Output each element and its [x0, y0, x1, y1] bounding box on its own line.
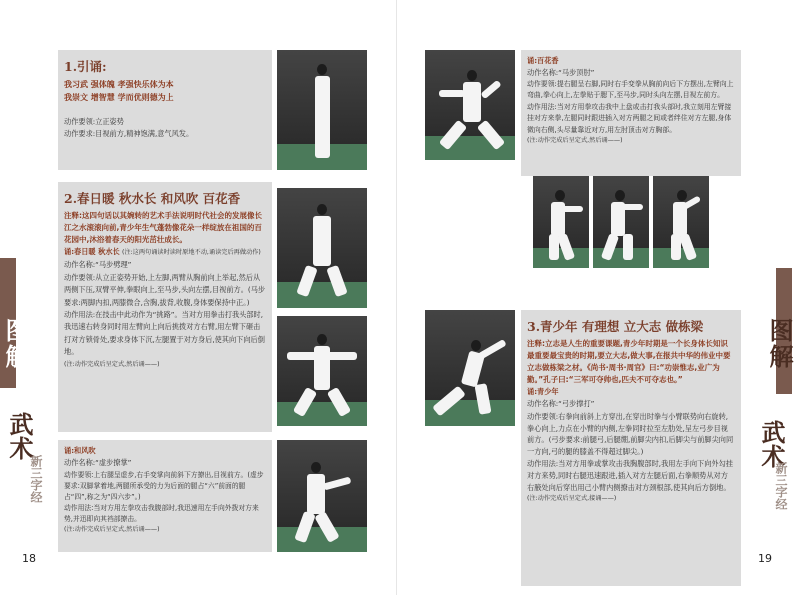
left-calligraphy-sub: 新三字经	[29, 455, 43, 503]
left-side-tab-label: 图解	[1, 318, 30, 370]
photo-horse-stance-elbow	[425, 50, 515, 160]
right-page	[397, 0, 794, 595]
right-calligraphy: 武术	[757, 420, 786, 468]
section-1-requirement: 动作要求:目视前方,精神饱满,意气风发。	[64, 129, 194, 139]
section-5-end-note: (注:动作完成后呈定式,接诵——)	[527, 495, 617, 503]
photo-sequence-1	[533, 176, 589, 268]
photo-ready-stance	[277, 50, 367, 170]
photo-sequence-3	[653, 176, 709, 268]
section-5-move-name: 动作名称:“弓步撑打”	[527, 399, 595, 409]
section-3-end-note: (注:动作完成后呈定式,然后诵——)	[64, 525, 160, 533]
section-1-ready: 动作要领:立正姿势	[64, 117, 124, 126]
page-number-left: 18	[22, 552, 36, 565]
section-4-end-note: (注:动作完成后呈定式,然后诵——)	[527, 137, 623, 145]
section-3-move-key: 动作要领:上右腿呈虚步,右手变掌向前斜下方撩出,目视前方。(虚步要求:双脚掌着地,两腿所承受的力为后面的腿占“六”前面的腿占“四”,称之为“四六步”。)	[64, 470, 264, 501]
section-5-sub-heading: 诵:青少年	[527, 387, 559, 396]
section-4-move-name: 动作名称:“马步顶肘”	[527, 68, 595, 78]
section-5-box	[521, 310, 741, 586]
section-2-sub-heading: 诵:春日暖 秋水长	[64, 247, 120, 256]
photo-empty-stance-palm	[277, 440, 367, 552]
right-calligraphy-sub: 新三字经	[774, 462, 788, 510]
section-1-title: 1.引诵:	[64, 59, 107, 74]
section-2-move-key: 动作要领:从立正姿势开始,上左脚,两臂从胸前向上举起,然后从两侧下压,双臂平伸,拳眼向上,至马步,头向左摆,目视前方。(马步要求:两脚内扣,两膝微合,含胸,拔背,收腹,身体要保持中正。)	[64, 272, 266, 307]
section-2-note: 注释:这四句话以其婉转的艺术手法说明时代社会的发展像长江之水滚滚向前,青少年生气蓬勃像花朵一样绽放在祖国的百花园中,沐浴着春天的阳光茁壮成长。	[64, 211, 262, 244]
photo-horse-stance-arms	[277, 316, 367, 426]
section-3-move-use: 动作用法:当对方用左拳攻击我腹部时,我迅速用左手向外拨对方来势,并迅即向其裆部撩击。	[64, 503, 259, 523]
section-1-box	[58, 50, 272, 170]
section-2-move-use: 动作用法:在技击中此动作为“挑路”。当对方用拳击打我头部时,我迅速右转身同时用左臂向上向后挑拨对方右臂,用左臂下砸击打对方锁骨处,要求身体下沉,左腿置于对方身后,使其向下向后倒地。	[64, 310, 265, 357]
section-5-note: 注释:立志是人生的重要课题,青少年时期是一个长身体长知识最重要最宝贵的时期,要立大志,做大事,在报共中华的伟业中要立志做栋梁之材。《尚书·周书·周官》曰:“功崇惟志,业广为勤。”孔子曰:“三军可夺帅也,匹夫不可夺志也。”	[527, 339, 731, 384]
photo-sequence-2	[593, 176, 649, 268]
section-3-box	[58, 440, 272, 552]
section-4-box	[521, 50, 741, 176]
photo-horse-stance-front	[277, 188, 367, 308]
section-2-move-name: 动作名称:“马步劈理”	[64, 260, 132, 270]
section-1-line-2: 我崇文 增智慧 学而优则德为上	[64, 93, 174, 102]
section-4-sub-heading: 诵:百花香	[527, 56, 559, 65]
right-side-tab-label: 图解	[765, 318, 794, 370]
left-calligraphy: 武术	[5, 412, 34, 460]
section-1-line-1: 我习武 强体魄 孝强快乐体为本	[64, 80, 174, 89]
section-3-move-name: 动作名称:“虚步撩掌”	[64, 458, 132, 468]
section-2-sub-note: (注:这两句诵读时读时原地不动,诵读完后再做动作)	[122, 249, 261, 256]
section-4-move-use: 动作用法:当对方用拳攻击我中上盘或击打我头部时,我立刻用左臂接挂对方来拳,左腿同时跟进插入对方两腿之间或者绊住对方左腿,身体微向右侧,头尽量靠近对方,用左肘顶击对方胸部。	[527, 102, 732, 134]
section-3-sub-heading: 诵:和风吹	[64, 446, 96, 455]
section-2-title: 2.春日暖 秋水长 和风吹 百花香	[64, 191, 241, 206]
section-5-move-key: 动作要领:右拳向前斜上方穿出,在穿出时拳与小臂联势向右旋转,拳心向上,力点在小臂的内侧,左拳同时拉至左肋处,呈左弓步目视前方。(弓步要求:前腿弓,后腿绷,前脚尖内扣,后脚尖与前脚尖向同一方向,弓的腿的膝盖不得超过脚尖。)	[527, 411, 734, 457]
section-2-box	[58, 182, 272, 432]
section-2-end-note: (注:动作完成后呈定式,然后诵——)	[64, 360, 160, 368]
section-5-title: 3.青少年 有理想 立大志 做栋梁	[527, 319, 704, 334]
photo-bow-stance-punch	[425, 310, 515, 426]
section-5-move-use: 动作用法:当对方用拳或掌攻击我胸腹部时,我用左手向下向外勾挂对方来势,同时右腿迅速跟进,插入对方左腿后面,右拳顺势从对方右腋处向后穿出用己小臂内侧撩击对方颈根部,使其向后方倒地。	[527, 459, 733, 492]
section-4-move-key: 动作要领:提右腿呈右脚,同时右手变拳从胸前向后下方摆出,左臂向上弯曲,拳心向上,左拳贴于腮下,至马步,同时头向左摆,目视左前方。	[527, 79, 734, 100]
page-number-right: 19	[758, 552, 772, 565]
